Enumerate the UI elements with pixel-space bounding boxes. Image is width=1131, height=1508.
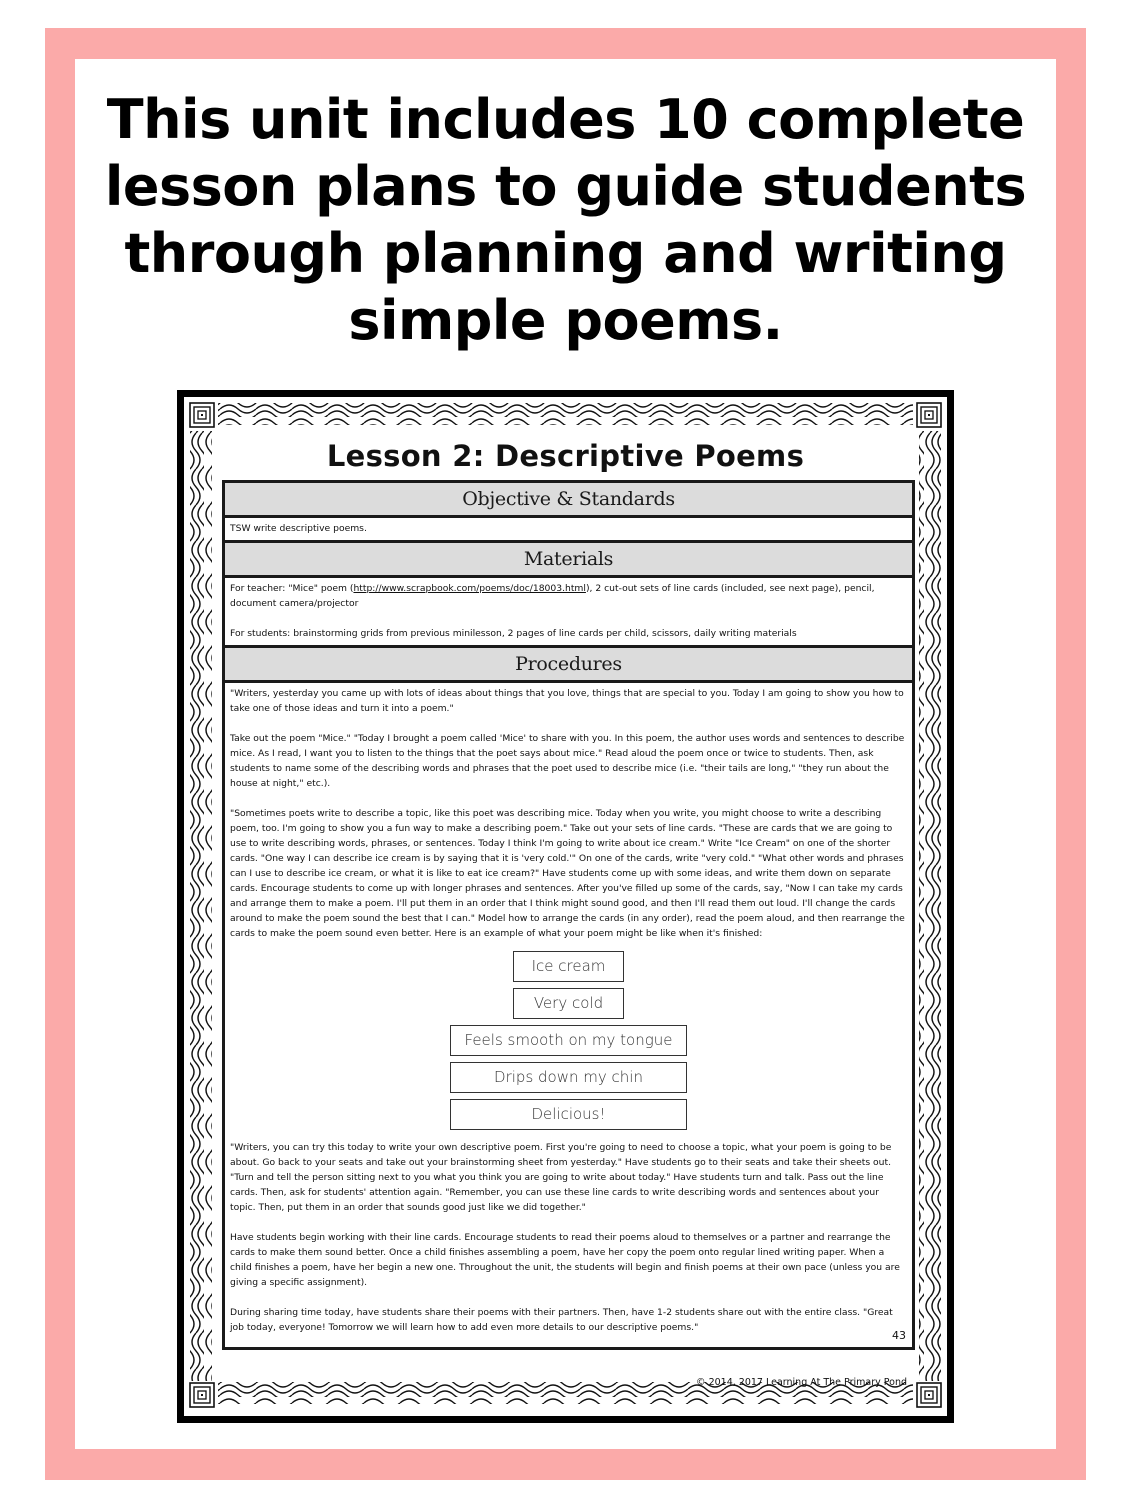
example-poem-cards xyxy=(230,951,907,1130)
copyright-notice: © 2014, 2017 Learning At The Primary Pond xyxy=(696,1377,907,1388)
materials-students: For students: brainstorming grids from previous minilesson, 2 pages of line cards per child, scissors, daily writing materials xyxy=(230,628,797,639)
objective-body xyxy=(225,518,912,543)
promo-headline xyxy=(75,86,1056,354)
objective-heading: Objective & Standards xyxy=(225,483,912,518)
document-page xyxy=(184,397,947,1416)
materials-teacher-suffix: ), 2 cut-out sets of line cards (included, see next page), pencil, document camera/projector xyxy=(230,583,875,609)
headline-line: through planning and writing xyxy=(124,222,1007,285)
line-card: Feels smooth on my tongue xyxy=(450,1025,687,1056)
procedure-paragraph: "Writers, you can try this today to write your own descriptive poem. First you're going to need to choose a topic, what your poem is going to be about. Go back to your seats and take out your brainstorming sheet from yesterday." Have students go to their seats and take their sheets out. "Turn and tell the person sitting next to you what you think you are going to write about today." Have students turn and talk. Pass out the line cards. Then, ask for students' attention again. "Remember, you can use these line cards to write describing words and sentences about your topic. Then, put them in an order that sounds good just like we did together." xyxy=(230,1142,892,1213)
lesson-plan-table xyxy=(222,480,915,1350)
headline-line: This unit includes 10 complete xyxy=(106,88,1025,151)
materials-teacher-prefix: For teacher: "Mice" poem ( xyxy=(230,583,354,594)
poem-link[interactable]: http://www.scrapbook.com/poems/doc/18003.html xyxy=(353,583,586,594)
line-card: Very cold xyxy=(513,988,624,1019)
materials-teacher xyxy=(230,581,907,611)
document-preview xyxy=(177,390,954,1423)
lesson-title: Lesson 2: Descriptive Poems xyxy=(326,439,805,473)
headline-line: simple poems. xyxy=(348,289,783,352)
line-card: Delicious! xyxy=(450,1099,687,1130)
headline-line: lesson plans to guide students xyxy=(104,155,1027,218)
procedures-heading: Procedures xyxy=(225,648,912,683)
procedure-paragraph: Have students begin working with their line cards. Encourage students to read their poems aloud to themselves or a partner and rearrange the cards to make them sound better. Once a child finishes assembling a poem, have her copy the poem onto regular lined writing paper. When a child finishes a poem, have her begin a new one. Throughout the unit, the students will begin and finish poems at their own pace (unless you are giving a specific assignment). xyxy=(230,1232,900,1288)
procedure-paragraph: "Sometimes poets write to describe a topic, like this poet was describing mice. Today when you write, you might choose to write a describing poem, too. I'm going to show you a fun way to make a describing poem." Take out your sets of line cards. "These are cards that we are going to use to write describing words, phrases, or sentences. Today I think I'm going to write about ice cream." Write "Ice Cream" on one of the shorter cards. "One way I can describe ice cream is by saying that it is 'very cold.'" On one of the cards, write "very cold." "What other words and phrases can I use to describe ice cream, or what it is like to eat ice cream?" Have students come up with some ideas, and write them down on separate cards. Encourage students to come up with longer phrases and sentences. After you've filled up some of the cards, say, "Now I can take my cards and arrange them to make a poem. I'll put them in an order that I think might sound good, and then I'll read them out loud. I'll change the cards around to make the poem sound the best that I can." Model how to arrange the cards (in any order), read the poem aloud, and then rearrange the cards to make the poem sound even better. Here is an example of what your poem might be like when it's finished: xyxy=(230,808,905,939)
materials-heading: Materials xyxy=(225,543,912,578)
line-card: Ice cream xyxy=(513,951,624,982)
page-number: 43 xyxy=(892,1329,906,1342)
objective-text: TSW write descriptive poems. xyxy=(230,523,367,534)
procedure-paragraph: "Writers, yesterday you came up with lots of ideas about things that you love, things that are special to you. Today I am going to show you how to take one of those ideas and turn it into a poem." xyxy=(230,688,904,714)
materials-body xyxy=(225,578,912,648)
procedures-body xyxy=(225,683,912,1347)
procedure-paragraph: Take out the poem "Mice." "Today I brought a poem called 'Mice' to share with you. In this poem, the author uses words and sentences to describe mice. As I read, I want you to listen to the things that the poet says about mice." Read aloud the poem once or twice to students. Then, ask students to name some of the describing words and phrases that the poet used to describe mice (i.e. "their tails are long," "they run about the house at night," etc.). xyxy=(230,733,905,789)
line-card: Drips down my chin xyxy=(450,1062,687,1093)
procedure-paragraph: During sharing time today, have students share their poems with their partners. Then, have 1-2 students share out with the entire class. "Great job today, everyone! Tomorrow we will learn how to add even more details to our descriptive poems." xyxy=(230,1307,893,1333)
